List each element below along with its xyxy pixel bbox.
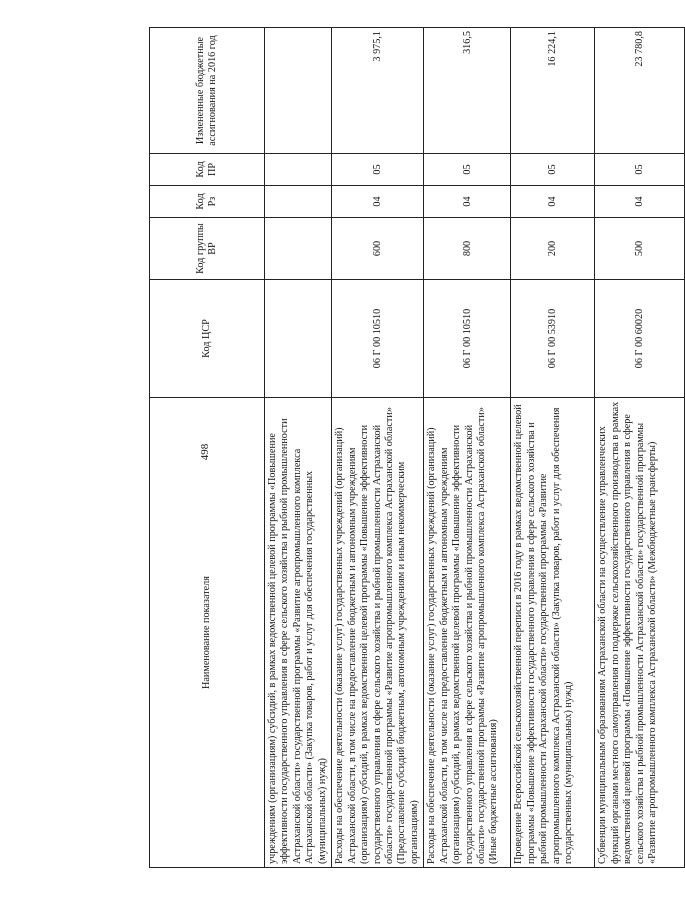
budget-table [149, 27, 685, 868]
row-rz: 04 [511, 186, 595, 218]
row-sum: 316,5 [424, 28, 511, 154]
row-pr [265, 154, 332, 186]
table-row [265, 28, 332, 868]
table-row [332, 28, 424, 868]
row-name: Расходы на обеспечение деятельности (оказание услуг) государственных учреждений (организаций) Астраханской области, в том числе на предоставление бюджетным и автономным учреждениям (организациям) субсидий, в рамках ведомственной целевой программы «Повышение эффективности государственного управления в сфере сельского хозяйства и рыбной промышленности Астраханской области» государственной программы «Развитие агропромышленного комплекса Астраханской области» (Предоставление субсидий бюджетным, автономным учреждениям и иным некоммерческим организациям) [332, 398, 424, 868]
row-sum: 3 975,1 [332, 28, 424, 154]
row-csr [265, 280, 332, 398]
row-rz [265, 186, 332, 218]
page-number: 498 [199, 443, 211, 461]
row-pr: 05 [511, 154, 595, 186]
row-csr: 06 Г 00 10510 [424, 280, 511, 398]
row-name: Проведение Всероссийской сельскохозяйственной переписи в 2016 году в рамках ведомственной целевой программы «Повышение эффективности государственного управления в сфере сельского хозяйства и рыбной промышленности Астраханской области» государственной программы «Развитие агропромышленного комплекса Астраханской области» (Закупка товаров, работ и услуг для обеспечения государственных (муниципальных) нужд) [511, 398, 595, 868]
row-name: учреждениям (организациям) субсидий, в рамках ведомственной целевой программы «Повышение эффективности государственного управления в сфере сельского хозяйства и рыбной промышленности Астраханской области» государственной программы «Развитие агропромышленного комплекса Астраханской области» (Закупка товаров, работ и услуг для обеспечения государственных (муниципальных) нужд) [265, 398, 332, 868]
header-sum: Измененные бюджетные ассигнования на 2016 год [150, 28, 265, 154]
row-rz: 04 [424, 186, 511, 218]
row-sum [265, 28, 332, 154]
header-name: Наименование показателя [150, 398, 265, 868]
row-sum: 23 780,8 [595, 28, 685, 154]
row-rz: 04 [332, 186, 424, 218]
row-csr: 06 Г 00 60020 [595, 280, 685, 398]
row-csr: 06 Г 00 53910 [511, 280, 595, 398]
row-pr: 05 [595, 154, 685, 186]
header-vr: Код группы ВР [150, 218, 265, 280]
row-name: Расходы на обеспечение деятельности (оказание услуг) государственных учреждений (организаций) Астраханской области, в том числе на предоставление бюджетным и автономным учреждениям (организациям) субсидий, в рамках ведомственной целевой программы «Повышение эффективности государственного управления в сфере сельского хозяйства и рыбной промышленности Астраханской области» государственной программы «Развитие агропромышленного комплекса Астраханской области» (Иные бюджетные ассигнования) [424, 398, 511, 868]
row-rz: 04 [595, 186, 685, 218]
row-vr: 600 [332, 218, 424, 280]
row-vr: 800 [424, 218, 511, 280]
table-row [424, 28, 511, 868]
header-pr: Код ПР [150, 154, 265, 186]
table-header-row [150, 28, 265, 868]
table-row [595, 28, 685, 868]
row-pr: 05 [424, 154, 511, 186]
row-sum: 16 224,1 [511, 28, 595, 154]
header-csr: Код ЦСР [150, 280, 265, 398]
header-rz: Код Рз [150, 186, 265, 218]
row-vr: 500 [595, 218, 685, 280]
budget-table-rotated [149, 28, 658, 868]
row-csr: 06 Г 00 10510 [332, 280, 424, 398]
table-row [511, 28, 595, 868]
row-name: Субвенции муниципальным образованиям Астраханской области на осуществление управленческих функций органами местного самоуправления по поддержке сельскохозяйственного производства в рамках ведомственной целевой программы «Повышение эффективности государственного управления в сфере сельского хозяйства и рыбной промышленности Астраханской области» государственной программы «Развитие агропромышленного комплекса Астраханской области» (Межбюджетные трансферты) [595, 398, 685, 868]
row-pr: 05 [332, 154, 424, 186]
row-vr: 200 [511, 218, 595, 280]
row-vr [265, 218, 332, 280]
